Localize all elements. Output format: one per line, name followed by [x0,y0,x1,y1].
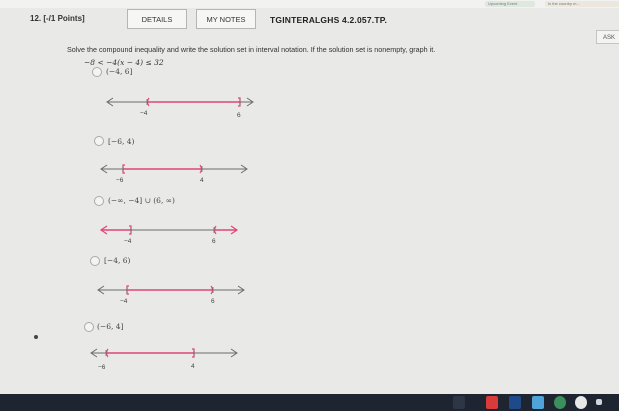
option-3-tick-right: 6 [212,238,216,245]
instruction-text: Solve the compound inequality and write the solution set in interval notation. If the solution set is nonempty, graph it. [67,45,436,54]
option-5-number-line [86,347,246,373]
option-3-tick-left: −4 [124,238,132,245]
inequality: −8 < −4(x − 4) ≤ 32 [84,58,164,67]
option-1-radio[interactable] [92,67,102,77]
option-4-tick-right: 6 [211,298,215,305]
question-number: 12. [-/1 Points] [30,14,85,23]
option-3-label: (−∞, −4] ∪ (6, ∞) [108,196,175,205]
option-1-tick-left: −4 [140,110,148,117]
news-pill[interactable]: Is the country m... [545,1,619,7]
problem-code: TGINTERALGHS 4.2.057.TP. [270,15,388,25]
option-5-radio[interactable] [84,322,94,332]
settings-app-icon[interactable] [575,396,587,409]
taskbar-app-icon[interactable] [453,396,465,409]
bookmark-app-icon[interactable] [486,396,498,409]
option-1-number-line [102,96,262,122]
option-4-label: [−4, 6) [104,256,131,265]
option-2-tick-left: −6 [116,177,124,184]
tray-icon[interactable] [596,399,602,405]
taskbar [0,394,619,411]
option-2-radio[interactable] [94,136,104,146]
option-4-tick-left: −4 [120,298,128,305]
mouse-pointer-icon [34,335,38,339]
option-1-tick-right: 6 [237,112,241,119]
green-app-icon[interactable] [554,396,566,409]
person-app-icon[interactable] [532,396,544,409]
option-3-radio[interactable] [94,196,104,206]
top-strip [0,0,619,8]
details-tab[interactable]: DETAILS [127,9,187,29]
option-2-label: [−6, 4) [108,137,135,146]
option-4-number-line [93,284,253,310]
my-notes-tab[interactable]: MY NOTES [196,9,256,29]
option-1-label: (−4, 6] [106,67,133,76]
option-5-tick-left: −6 [98,364,106,371]
upcoming-event-pill[interactable]: Upcoming Event [485,1,535,7]
option-5-tick-right: 4 [191,363,195,370]
ask-button[interactable]: ASK [596,30,619,44]
option-3-number-line [96,224,246,250]
option-2-tick-right: 4 [200,177,204,184]
option-2-number-line [96,163,256,189]
option-4-radio[interactable] [90,256,100,266]
option-5-label: (−6, 4] [97,322,124,331]
blue-app-icon[interactable] [509,396,521,409]
